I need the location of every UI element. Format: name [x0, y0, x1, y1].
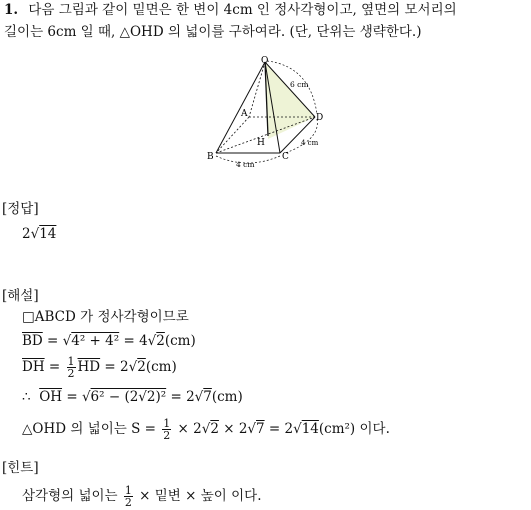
label-o: O	[261, 56, 269, 66]
hint-fraction	[124, 485, 133, 508]
radicand-l5c: 14	[301, 421, 319, 437]
question-text-1: 다음 그림과 같이 밑면은 한 변이 4cm 인 정사각형이고, 옆면의 모서리의	[28, 2, 457, 18]
sqrt-2: √2	[147, 333, 165, 349]
solution-line-1: □ABCD 가 정사각형이므로	[22, 309, 189, 325]
hint-frac-num: 1	[124, 484, 132, 497]
label-d: D	[316, 113, 324, 123]
label-h: H	[257, 138, 265, 148]
l4-rest: = 2	[166, 389, 195, 405]
pyramid-figure	[205, 56, 330, 168]
fraction-half	[67, 356, 76, 379]
radicand-2b: 2	[137, 359, 146, 375]
hint-frac-den: 2	[124, 496, 132, 509]
segment-oh: $\overline{OH}$	[39, 389, 63, 405]
question-number: 1.	[4, 2, 19, 18]
hint-post: × 밑변 × 높이 이다.	[134, 488, 262, 504]
solution-line-4: ∴ $\overline{OH} = √6^2 - (2√2)^2 = 2√7(cm)$	[22, 389, 243, 405]
radicand-l5a: 2	[210, 421, 219, 437]
sqrt-l5b: √7	[247, 421, 265, 437]
edge-oa	[249, 62, 265, 117]
solution-header: [해설]	[2, 288, 39, 304]
l5-mid3: = 2	[264, 421, 294, 437]
solution-line-3: $\overline{DH}$ = $\frac{1}{2}$ $\overline{HD} = 2√2(cm)$	[22, 355, 177, 380]
radicand-2: 2	[156, 333, 165, 349]
l4-unit: (cm)	[211, 389, 243, 405]
sqrt-l5a: √2	[201, 421, 219, 437]
radicand-oh: 6² − (2√2)²	[90, 389, 167, 405]
label-c: C	[282, 152, 289, 162]
triangle-ohd-shade	[265, 62, 315, 139]
hint-line	[22, 485, 262, 508]
hint-pre: 삼각형의 넓이는	[22, 488, 122, 504]
label-b: B	[207, 152, 214, 162]
label-a: A	[241, 109, 248, 119]
frac-num-2: 1	[163, 417, 171, 430]
l5-unit: (cm²) 이다.	[318, 421, 390, 437]
radicand-l5b: 7	[256, 421, 265, 437]
frac-num: 1	[67, 355, 75, 368]
frac-den: 2	[67, 367, 75, 380]
l2-unit: (cm)	[164, 333, 196, 349]
l5-mid: × 2	[173, 421, 202, 437]
frac-den-2: 2	[163, 429, 171, 442]
solution-line-5	[22, 418, 390, 441]
answer-sqrt: √14	[30, 226, 57, 242]
sqrt-7: √7	[194, 389, 212, 405]
radicand-7: 7	[203, 389, 212, 405]
l5-pre: △OHD 의 넓이는 S =	[22, 421, 161, 437]
therefore-symbol: ∴	[22, 389, 31, 405]
segment-hd: $\overline{HD}$	[77, 359, 101, 375]
eq-sign: =	[42, 333, 63, 349]
question-line-2: 길이는 6cm 일 때, △OHD 의 넓이를 구하여라. (단, 단위는 생략한다.)	[4, 24, 422, 40]
sqrt-sum: √4² + 4²	[62, 333, 120, 349]
answer-value	[22, 224, 56, 244]
diag-bd	[216, 117, 315, 153]
sqrt-l5c: √14	[293, 421, 319, 437]
l3-rest: = 2	[100, 359, 129, 375]
label-4cm-right: 4 cm	[301, 139, 319, 147]
sqrt-oh: √6² − (2√2)²	[81, 389, 167, 405]
fraction-half-2	[162, 418, 171, 441]
l3-unit: (cm)	[145, 359, 177, 375]
question-line-1	[4, 0, 457, 20]
answer-coef: 2	[22, 226, 31, 242]
answer-header: [정답]	[2, 201, 39, 217]
label-6cm: 6 cm	[290, 80, 309, 89]
l5-mid2: × 2	[218, 421, 248, 437]
l2-rest: = 4	[119, 333, 148, 349]
solution-line-2	[22, 331, 196, 351]
radicand-sum: 4² + 4²	[71, 333, 120, 349]
sqrt-2b: √2	[128, 359, 146, 375]
hint-header: [힌트]	[2, 460, 39, 476]
answer-radicand: 14	[39, 226, 57, 242]
segment-bd: $\overline{BD}$	[22, 333, 43, 349]
label-4cm-bottom: 4 cm	[236, 160, 255, 168]
segment-dh: $\overline{DH}$	[22, 359, 45, 375]
